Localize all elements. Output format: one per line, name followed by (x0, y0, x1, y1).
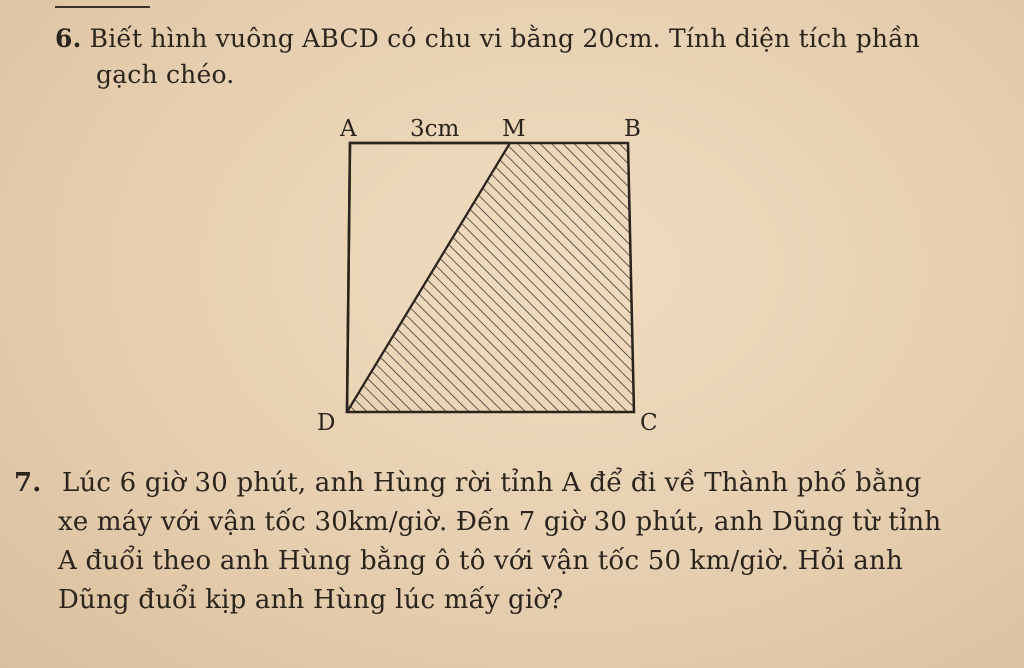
problem-7-line-4: Dũng đuổi kịp anh Hùng lúc mấy giờ? (58, 585, 564, 615)
label-d: D (317, 410, 336, 436)
problem-7-number: 7. (14, 468, 42, 498)
label-a: A (340, 116, 357, 142)
label-am-length: 3cm (410, 116, 460, 142)
problem-6-number: 6. (55, 24, 82, 53)
problem-7-line-1: Lúc 6 giờ 30 phút, anh Hùng rời tỉnh A để đi về Thành phố bằng (62, 468, 922, 498)
shaded-trapezoid (347, 143, 634, 412)
label-m: M (502, 116, 526, 142)
problem-6-line-2: gạch chéo. (96, 60, 235, 89)
problem-6-line-1: Biết hình vuông ABCD có chu vi bằng 20cm. Tính diện tích phần (89, 24, 921, 53)
label-b: B (624, 116, 641, 142)
problem-7-line-2: xe máy với vận tốc 30km/giờ. Đến 7 giờ 30 phút, anh Dũng từ tỉnh (58, 507, 942, 537)
problem-7-line-3: A đuổi theo anh Hùng bằng ô tô với vận tốc 50 km/giờ. Hỏi anh (58, 546, 903, 576)
label-c: C (640, 410, 658, 436)
